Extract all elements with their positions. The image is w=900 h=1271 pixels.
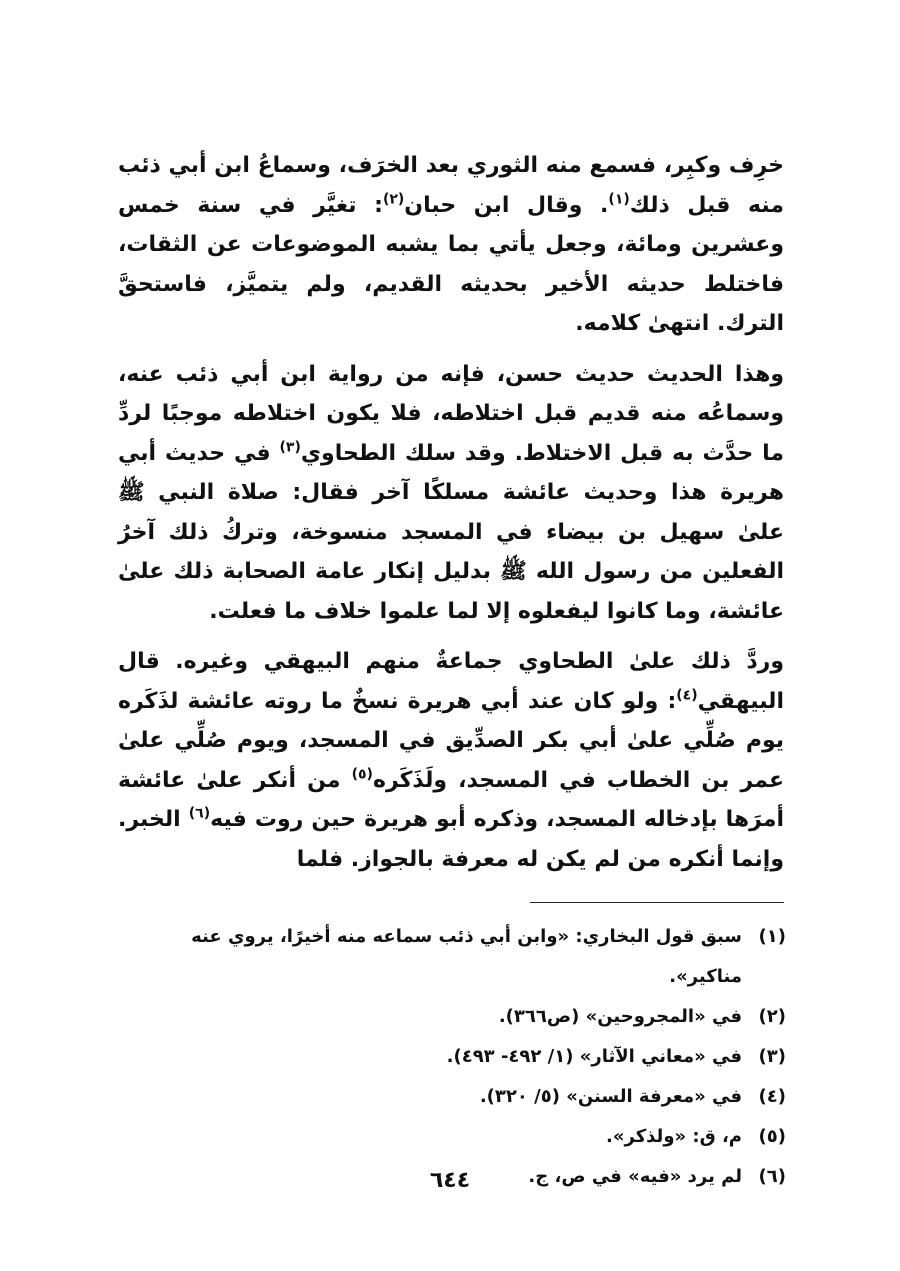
footnote-text: في «معرفة السنن» (٥/ ٣٢٠). (479, 1086, 742, 1107)
footnote-number: (٣) (758, 1046, 786, 1067)
footnote-2 (118, 997, 786, 1037)
footnote-marker-1[interactable]: (١) (608, 191, 630, 208)
text-run: في حديث أبي هريرة هذا وحديث عائشة مسلكًا آخر فقال: صلاة النبي ﷺ علىٰ سهيل بن بيضاء في المسجد منسوخة، وتركُ ذلك آخرُ الفعلين من رسول الله ﷺ بدليل إنكار عامة الصحابة ذلك علىٰ عائشة، وما كانوا ليفعلوه إلا لما علموا خلاف ما فعلت. (118, 440, 784, 624)
text-run: وردَّ ذلك علىٰ الطحاوي جماعةٌ منهم البيهقي وغيره. قال البيهقي (118, 649, 784, 714)
page-number: ٦٤٤ (429, 1168, 471, 1193)
footnote-marker-3[interactable]: (٣) (279, 439, 301, 456)
footnote-marker-5[interactable]: (٥) (351, 766, 373, 783)
footnote-divider (530, 902, 784, 903)
footnote-marker-2[interactable]: (٢) (382, 191, 405, 208)
paragraph-2 (118, 355, 784, 632)
footnote-4 (118, 1077, 786, 1117)
footnote-5 (118, 1117, 786, 1157)
footnote-marker-4[interactable]: (٤) (676, 687, 698, 704)
footnote-number: (٥) (758, 1126, 786, 1147)
text-run: : ولو كان عند أبي هريرة نسخٌ ما روته عائشة لذَكَره يوم صُلِّي علىٰ أبي بكر الصدِّيق في المسجد، ويوم صُلِّي علىٰ عمر بن الخطاب في المسجد، ولَذَكَره (118, 688, 784, 793)
footnote-1 (118, 917, 786, 997)
main-text (118, 146, 784, 890)
text-run: وهذا الحديث حديث حسن، فإنه من رواية ابن أبي ذئب عنه، وسماعُه منه قديم قبل اختلاطه، فلا يكون اختلاطه موجبًا لردِّ ما حدَّث به قبل الاختلاط. وقد سلك الطحاوي (118, 361, 784, 466)
footnote-text: في «معاني الآثار» (١/ ٤٩٢- ٤٩٣). (446, 1046, 742, 1067)
footnote-3 (118, 1037, 786, 1077)
footnote-marker-6[interactable]: (٦) (188, 805, 211, 822)
paragraph-3 (118, 642, 784, 879)
footnotes (118, 917, 786, 1197)
footnote-text: م، ق: «ولذكر». (606, 1126, 742, 1147)
text-run: الخبر. وإنما أنكره من لم يكن له معرفة بالجواز. فلما (118, 807, 784, 872)
text-run: من أنكر علىٰ عائشة أمرَها بإدخاله المسجد، وذكره أبو هريرة حين روت فيه (118, 767, 785, 832)
text-run: . وقال ابن حبان (404, 192, 609, 218)
footnote-number: (٢) (758, 1006, 786, 1027)
footnote-number: (٤) (758, 1086, 786, 1107)
text-run: : تغيَّر في سنة خمس وعشرين ومائة، وجعل يأتي بما يشبه الموضوعات عن الثقات، فاختلط حديثه الأخير بحديثه القديم، ولم يتميَّز، فاستحقَّ الترك. انتهىٰ كلامه. (118, 192, 784, 336)
text-run: خرِف وكبِر، فسمع منه الثوري بعد الخرَف، وسماعُ ابن أبي ذئب منه قبل ذلك (118, 153, 784, 218)
footnote-text: في «المجروحين» (ص٣٦٦). (498, 1006, 742, 1027)
footnote-number: (٦) (758, 1166, 786, 1187)
footnote-text: لم يرد «فيه» في ص، ج. (528, 1166, 742, 1187)
footnote-number: (١) (758, 926, 786, 947)
paragraph-1 (118, 146, 784, 344)
footnote-text: سبق قول البخاري: «وابن أبي ذئب سماعه منه أخيرًا، يروي عنه مناكير». (191, 926, 742, 987)
